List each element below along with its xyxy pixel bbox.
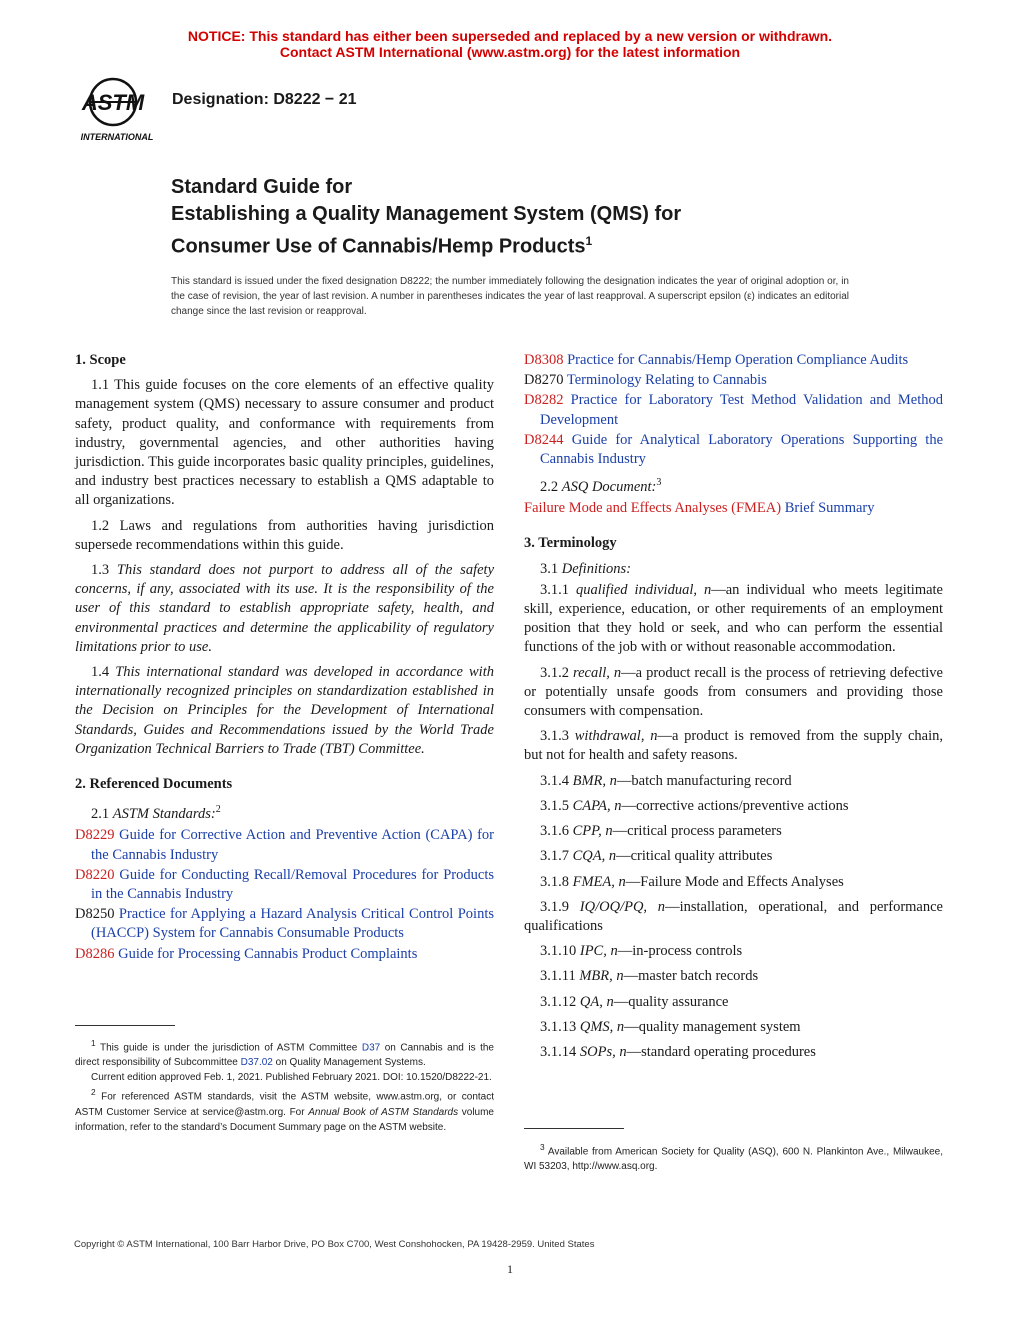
reference-item[interactable]: D8308 Practice for Cannabis/Hemp Operation Compliance Audits [524, 352, 909, 368]
logo-mark-text: ASTM [81, 90, 145, 115]
definition-item: 3.1.4 BMR, n—batch manufacturing record [540, 772, 792, 789]
footnote-divider [524, 1128, 624, 1129]
scope-paragraph-1: 1.1 This guide focuses on the core elements of an effective quality management system (QMS) necessary to assure consumer and product safety, product quality, and conformance with requirements from industry, governmental agencies, and other authorities having jurisdiction. This guide incorporates basic quality principles, guidelines, and industry best practices necessary to establish a QMS adaptable to all organizations. [75, 377, 494, 509]
reference-item[interactable]: D8220 Guide for Conducting Recall/Removal Procedures for Products in the Cannabis Industry [75, 866, 494, 902]
definition-item: 3.1.9 IQ/OQ/PQ, n—installation, operational, and performance qualifications [524, 898, 943, 934]
definitions-label: 3.1 Definitions: [540, 560, 632, 577]
title-line1: Standard Guide for [171, 176, 353, 198]
astm-logo [73, 74, 161, 144]
definition-item: 3.1.6 CPP, n—critical process parameters [540, 823, 782, 840]
subcommittee-link[interactable]: D37.02 [240, 1057, 273, 1069]
logo-caption: INTERNATIONAL [80, 132, 154, 142]
astm-logo-mark-icon [73, 74, 161, 144]
definition-item: 3.1.11 MBR, n—master batch records [540, 968, 759, 985]
reference-item[interactable]: D8250 Practice for Applying a Hazard Analysis Critical Control Points (HACCP) System for Cannabis Consumable Products [75, 906, 494, 942]
asq-reference-item[interactable]: Failure Mode and Effects Analyses (FMEA) Brief Summary [524, 500, 875, 517]
scope-paragraph-3: 1.3 This standard does not purport to address all of the safety concerns, if any, associated with its use. It is the responsibility of the user of this standard to establish appropriate safety, health, and environmental practices and determine the applicability of regulatory limitations prior to use. [75, 562, 495, 655]
footnote-1: $^1$ This guide is under the jurisdiction of ASTM Committee D37 on Cannabis and is the direct responsibility of Subcommittee D37.02 on Quality Management Systems. [75, 1038, 494, 1069]
title-line3 [171, 228, 681, 261]
footnote-1-edition: Current edition approved Feb. 1, 2021. Published February 2021. DOI: 10.1520/D8222-21. [91, 1072, 492, 1084]
footnotes-left [75, 1036, 494, 1135]
designation: Designation: D8222 − 21 [172, 91, 357, 108]
definition-item: 3.1.3 withdrawal, n—a product is removed from the supply chain, but not for health and safety reasons. [524, 728, 944, 764]
definition-item: 3.1.2 recall, n—a product recall is the process of retrieving defective or potentially unsafe goods from consumers and providing those consumers with compensation. [524, 664, 943, 720]
footnote-3: $^3$ Available from American Society for Quality (ASQ), 600 N. Plankinton Ave., Milwaukee, WI 53203, http://www.asq.org. [524, 1142, 943, 1173]
scope-paragraph-4: 1.4 This international standard was developed in accordance with internationally recognized principles on standardization established in the Decision on Principles for the Development of International Standards, Guides and Recommendations issued by the World Trade Organization Technical Barriers to Trade (TBT) Committee. [75, 664, 494, 757]
definition-item: 3.1.12 QA, n—quality assurance [540, 993, 729, 1010]
reference-item[interactable]: D8286 Guide for Processing Cannabis Product Complaints [75, 945, 418, 962]
asq-document-label: 2.2 ASQ Document:$^3$ [540, 477, 662, 496]
footnote-divider [75, 1025, 175, 1026]
page-number: 1 [507, 1262, 513, 1276]
preliminary-note: This standard is issued under the fixed designation D8222; the number immediately following the designation indicates the year of original adoption or, in the case of revision, the year of last revision. A number in parentheses indicates the year of last reapproval. A superscript epsilon (ε) indicates an editorial change since the last revision or reapproval. [171, 276, 849, 317]
title-line3-text: Consumer Use of Cannabis/Hemp Products [171, 235, 586, 258]
section-scope-heading: 1. Scope [75, 352, 126, 368]
scope-paragraph-2: 1.2 Laws and regulations from authorities having jurisdiction supersede recommendations within this guide. [75, 517, 494, 553]
definition-item: 3.1.10 IPC, n—in-process controls [540, 943, 743, 960]
definition-item: 3.1.5 CAPA, n—corrective actions/preventive actions [540, 797, 849, 814]
definition-item: 3.1.8 FMEA, n—Failure Mode and Effects Analyses [540, 873, 844, 890]
section-terminology-heading: 3. Terminology [524, 535, 617, 552]
document-title [171, 174, 681, 261]
astm-standards-label: 2.1 ASTM Standards:$^2$ [91, 804, 221, 823]
title-line2: Establishing a Quality Management System (QMS) for [171, 203, 682, 225]
reference-item[interactable]: D8270 Terminology Relating to Cannabis [524, 372, 767, 389]
withdrawal-notice-line2: Contact ASTM International (www.astm.org) for the latest information [279, 44, 741, 60]
reference-item[interactable]: D8244 Guide for Analytical Laboratory Operations Supporting the Cannabis Industry [524, 431, 944, 468]
right-column [524, 351, 943, 1068]
copyright-line: Copyright © ASTM International, 100 Barr Harbor Drive, PO Box C700, West Conshohocken, PA 19428-2959. United States [74, 1239, 595, 1250]
footnote-2: $^2$ For referenced ASTM standards, visit the ASTM website, www.astm.org, or contact ASTM Customer Service at service@astm.org. For Annual Book of ASTM Standards volume information, refer to the standard’s Document Summary page on the ASTM website. [75, 1087, 495, 1133]
section-references-heading: 2. Referenced Documents [75, 776, 233, 793]
definition-item: 3.1.13 QMS, n—quality management system [540, 1018, 801, 1035]
title-footnote-marker: 1 [585, 234, 593, 248]
left-column [75, 351, 494, 965]
definition-item: 3.1.14 SOPs, n—standard operating procedures [540, 1043, 816, 1060]
reference-item[interactable]: D8282 Practice for Laboratory Test Method Validation and Method Development [524, 392, 943, 428]
footnotes-right [524, 1140, 943, 1174]
committee-link[interactable]: D37 [361, 1042, 381, 1054]
definition-item: 3.1.7 CQA, n—critical quality attributes [540, 848, 773, 865]
withdrawal-notice-line1: NOTICE: This standard has either been superseded and replaced by a new version or withdrawn. [187, 28, 833, 44]
reference-item[interactable]: D8229 Guide for Corrective Action and Preventive Action (CAPA) for the Cannabis Industry [75, 827, 494, 863]
definition-item: 3.1.1 qualified individual, n—an individual who meets legitimate skill, experience, education, or other requirements of an employment position that they hold or seek, and who can perform the essential functions of the job with or without reasonable accommodation. [524, 581, 943, 656]
